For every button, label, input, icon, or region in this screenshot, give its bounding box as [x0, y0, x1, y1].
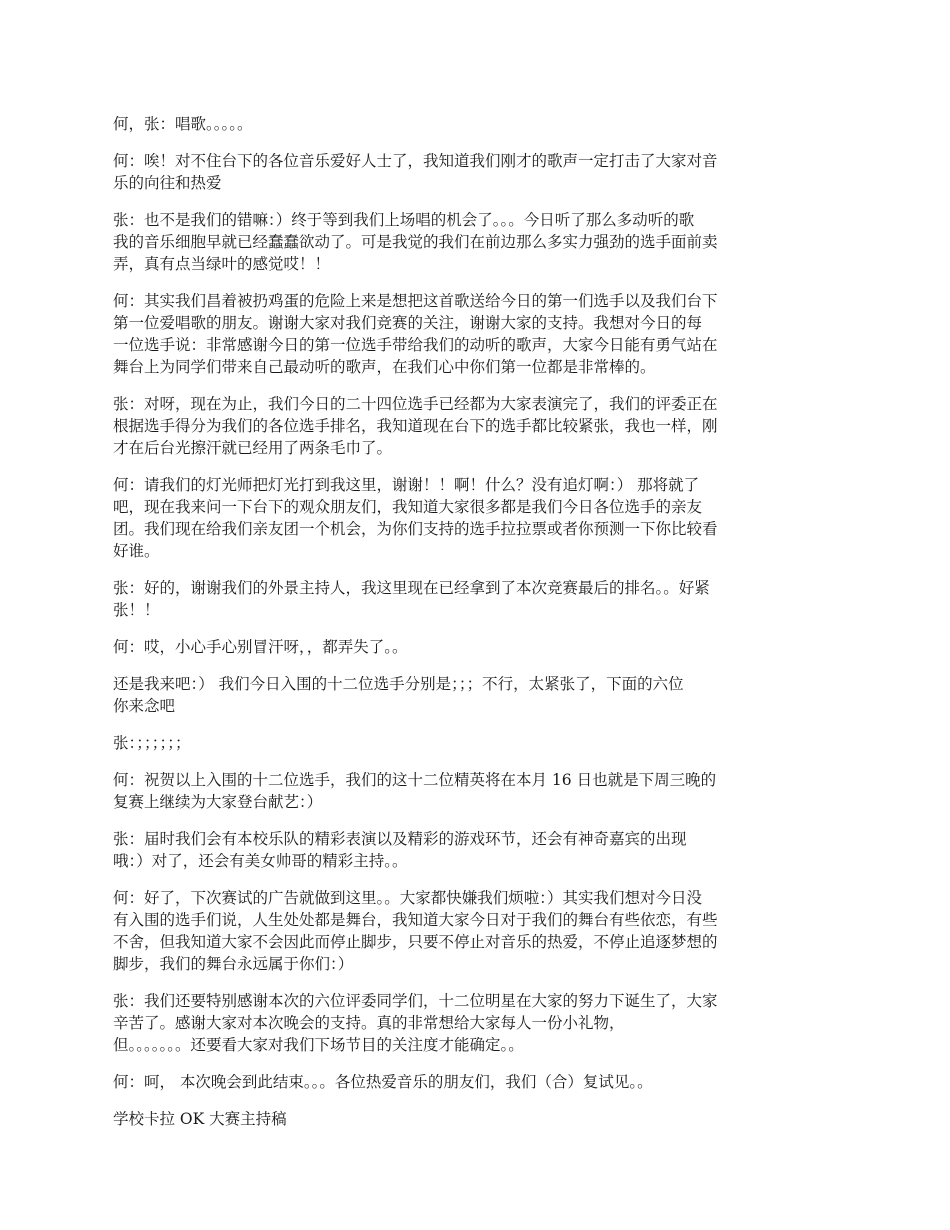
paragraph-6: 何：请我们的灯光师把灯光打到我这里，谢谢！！啊！什么？没有追灯啊：） 那将就了 吧，现在我来问一下台下的观众朋友们，我知道大家很多都是我们今日各位选手的亲友 团。我们现在给我们亲友团一个机会，为你们支持的选手拉拉票或者你预测一下你比较看 好谁。: [113, 476, 718, 560]
paragraph-7: 张：好的，谢谢我们的外景主持人，我这里现在已经拿到了本次竞赛最后的排名。。好紧 张！！: [113, 579, 710, 619]
paragraph-15: 何：呵， 本次晚会到此结束。。。各位热爱音乐的朋友们，我们（合）复试见。。: [113, 1073, 653, 1091]
paragraph-2: 何：唉！对不住台下的各位音乐爱好人士了，我知道我们刚才的歌声一定打击了大家对音 乐的向往和热爱: [113, 152, 718, 192]
paragraph-4: 何：其实我们昌着被扔鸡蛋的危险上来是想把这首歌送给今日的第一们选手以及我们台下 第一位爱唱歌的朋友。谢谢大家对我们竞赛的关注，谢谢大家的支持。我想对今日的每 一位选手说：非常感谢今日的第一位选手带给我们的动听的歌声，大家今日能有勇气站在 舞台上为同学们带来自己最动听的歌声，在我们心中你们第一位都是非常棒的。: [113, 292, 718, 376]
paragraph-10: 张：；；；；；；: [113, 734, 191, 752]
paragraph-13: 何：好了，下次赛试的广告就做到这里。。大家都快嫌我们烦啦：）其实我们想对今日没 有入围的选手们说，人生处处都是舞台，我知道大家今日对于我们的舞台有些依恋，有些 不舍，但我知道大家不会因此而停止脚步，只要不停止对音乐的热爱，不停止追逐梦想的 脚步，我们的舞台永远属于你们：）: [113, 889, 718, 973]
document-title: 学校卡拉 OK 大赛主持稿: [113, 1110, 287, 1128]
paragraph-14: 张：我们还要特别感谢本次的六位评委同学们，十二位明星在大家的努力下诞生了，大家 辛苦了。感谢大家对本次晚会的支持。真的非常想给大家每人一份小礼物， 但。。。。。。。还要看大家对我们下场节目的关注度才能确定。。: [113, 992, 718, 1054]
paragraph-9: 还是我来吧：） 我们今日入围的十二位选手分别是；；；不行，太紧张了，下面的六位 你来念吧: [113, 675, 684, 715]
paragraph-1: 何，张：唱歌。。。。。: [113, 115, 253, 133]
paragraph-5: 张：对呀，现在为止，我们今日的二十四位选手已经都为大家表演完了，我们的评委正在 根据选手得分为我们的各位选手排名，我知道现在台下的选手都比较紧张，我也一样，刚 才在后台光擦汗就已经用了两条毛巾了。: [113, 395, 718, 457]
paragraph-11: 何：祝贺以上入围的十二位选手，我们的这十二位精英将在本月 16 日也就是下周三晚的 复赛上继续为大家登台献艺：）: [113, 771, 717, 811]
paragraph-8: 何：哎，小心手心别冒汗呀，，都弄失了。。: [113, 638, 408, 656]
paragraph-3: 张：也不是我们的错嘛：）终于等到我们上场唱的机会了。。。今日听了那么多动听的歌 我的音乐细胞早就已经蠢蠢欲动了。可是我觉的我们在前边那么多实力强劲的选手面前卖 弄，真有点当绿叶的感觉哎！！: [113, 211, 718, 273]
paragraph-12: 张：届时我们会有本校乐队的精彩表演以及精彩的游戏环节，还会有神奇嘉宾的出现 哦：）对了，还会有美女帅哥的精彩主持。。: [113, 830, 687, 870]
